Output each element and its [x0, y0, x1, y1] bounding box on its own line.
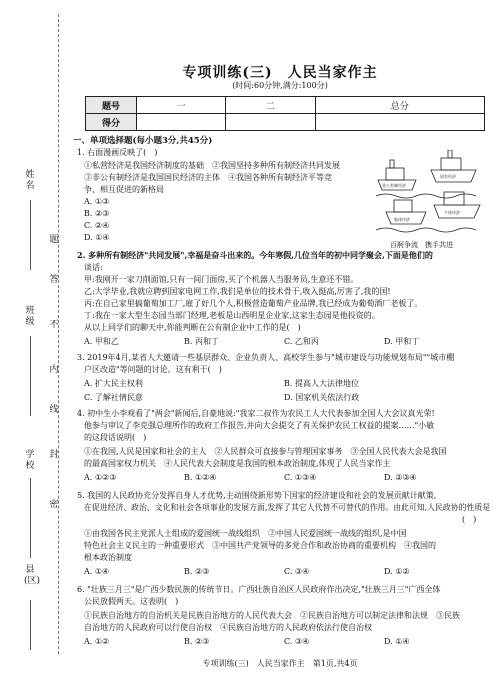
q4-line: ①在我国,人民是国家和社会的主人 ②人民群众可直接参与管理国家事务 ③全国人民代表大会是我国	[84, 447, 447, 456]
page-title: 专项训练(三) 人民当家作主	[182, 65, 378, 81]
seal-char: 密	[49, 500, 59, 510]
q6-line: ①民族自治地方的自治机关是民族自治地方的人民代表大会 ②民族自治地方可以制定法律和法规 ③民族	[84, 611, 460, 620]
q5-line: 特色社会主义民主的一种重要形式 ③中国共产党领导的多党合作和政治协商的重要机构 ④我国的	[84, 541, 436, 550]
name-line	[30, 200, 31, 270]
q3-stem: 3. 2019年4月,某省人大邀请一些基层群众、企业负责人、高校学生参与"城市建设与功能规划布局""城市棚	[77, 353, 455, 362]
q2-option[interactable]: D. 甲和丁	[384, 337, 420, 346]
q4-option[interactable]: D. ②③④	[384, 473, 417, 482]
seal-char: 答	[49, 275, 59, 285]
q1-option[interactable]: A. ①③	[84, 197, 110, 206]
score-table-header: 题号	[86, 97, 137, 114]
score-table-col: 一	[137, 97, 226, 114]
q5-line: ①由我国各民主党派人士组成的爱国统一战线组织 ②中国人民爱国统一战线的组织,是中国	[84, 529, 407, 538]
q2-line: 从以上同学们的聊天中,你能判断在公有制企业中工作的是( )	[84, 323, 301, 332]
q4-line: 他参与审议了李克强总理所作的政府工作报告,并向大会提交了有关保护农民工权益的提案……"小敏	[84, 421, 435, 430]
q2-option[interactable]: B. 丙和丁	[184, 337, 219, 346]
score-table	[85, 96, 485, 131]
q2-line: 丁:我在一家大型生态园当部门经理,老板是山西明星企业家,这家生态园是他投资的。	[84, 311, 380, 320]
q2-stem: 2. 多种所有制经济"共同发展",幸福是奋斗出来的。今年寒假,几位当年的初中同学聚会,下面是他们的	[77, 250, 433, 260]
q4-stem: 4. 初中生小李观看了"两会"新闻后,自豪地说:"我家二叔作为农民工人大代表参加全国人大会议真光荣!	[77, 409, 435, 418]
q5-option[interactable]: A. ①④	[84, 567, 110, 576]
q5-option[interactable]: B. ②③	[184, 567, 210, 576]
q6-line: 公民放假两天。这表明( )	[84, 597, 179, 606]
seal-char: 内	[49, 365, 59, 375]
q6-option[interactable]: D. ①④	[384, 637, 410, 646]
class-line	[30, 336, 31, 416]
page-subtitle: (时间:60分钟,满分:100分)	[232, 81, 328, 90]
school-label: 学校	[25, 450, 35, 471]
q1-line: ③非公有制经济是我国国民经济的主体 ④我国各种所有制经济平等竞	[84, 173, 332, 182]
q5-answer-blank[interactable]: ( )	[462, 515, 477, 524]
score-cell[interactable]	[315, 114, 485, 131]
seal-char: 封	[49, 450, 59, 460]
q4-option[interactable]: B. ①②④	[184, 473, 217, 482]
seal-dashed-line	[58, 14, 59, 654]
seal-char: 不	[49, 320, 59, 330]
page-footer: 专项训练(三) 人民当家作主 第1页,共4页	[202, 659, 358, 668]
seal-char: 题	[49, 235, 59, 245]
seal-char: 线	[49, 405, 59, 415]
q6-line: 自治地方的人民政府可以行使自治权 ④民族自治地方的人民政府依法行使自治权	[84, 623, 372, 632]
cartoon-caption: 百舸争流 携手共进	[390, 241, 453, 249]
q5-option[interactable]: D. ①②	[384, 567, 410, 576]
section-title: 一、单项选择题(每小题3分,共45分)	[73, 136, 213, 146]
binding-margin	[0, 0, 64, 673]
q2-line: 丙:在自己家里搞葡萄加工厂,雇了好几个人,积极营造葡萄产业品牌,我已经成为葡萄酒厂老板了。	[84, 299, 423, 308]
q2-line: 乙:大学毕业,我就应聘到国家电网工作,我们是单位的技术骨干,收入挺高,厉害了,我的国!	[84, 287, 391, 296]
q3-option[interactable]: D. 国家机关依法行政	[284, 393, 360, 402]
q1-line: ①私营经济是我国经济制度的基础 ②我国坚持多种所有制经济共同发展	[84, 161, 340, 170]
q3-option[interactable]: A. 扩大民主权利	[84, 379, 143, 388]
q6-option[interactable]: A. ①②	[84, 637, 110, 646]
q2-line: 甲:我刚开一家刀削面馆,只有一间门面房,买了个机器人当服务员,生意还不错。	[84, 275, 359, 284]
q6-option[interactable]: C. ③④	[284, 637, 310, 646]
q1-option[interactable]: C. ②④	[84, 221, 110, 230]
cartoon-boat-label: 非公有制经济	[382, 183, 406, 188]
class-label: 班级	[25, 306, 35, 327]
score-table-header: 得分	[86, 114, 137, 131]
q2-option[interactable]: C. 乙和丙	[284, 337, 319, 346]
score-cell[interactable]	[226, 114, 315, 131]
q3-option[interactable]: B. 提高人大法律地位	[284, 379, 359, 388]
cartoon-illustration	[376, 150, 486, 235]
name-label: 姓名	[25, 170, 35, 191]
q3-option[interactable]: C. 了解社情民意	[84, 393, 143, 402]
score-cell[interactable]	[137, 114, 226, 131]
q1-stem: 1. 右面漫画反映了( )	[77, 148, 158, 157]
score-table-col: 总分	[315, 97, 485, 114]
q2-option[interactable]: A. 甲和乙	[84, 337, 119, 346]
q4-option[interactable]: C. ①③④	[284, 473, 317, 482]
cartoon-boat-label: 国有经济	[440, 174, 456, 179]
county-line	[30, 600, 31, 650]
cartoon-boat-label: 个体经济	[444, 210, 460, 215]
q4-line: 的这段话说明( )	[84, 433, 147, 442]
q1-line: 争、相互促进的新格局	[84, 185, 164, 194]
q1-option[interactable]: D. ①④	[84, 233, 110, 242]
school-line	[30, 478, 31, 558]
q5-line: 在促进经济、政治、文化和社会各项事业的发展方面,发挥了其它人代替不可替代的作用。由此可知,人民政协的性质是	[84, 503, 491, 512]
q5-option[interactable]: C. ③④	[284, 567, 310, 576]
q4-option[interactable]: A. ①②③	[84, 473, 117, 482]
q5-stem: 5. 我国的人民政协充分发挥自身人才优势,主动围绕新形势下国家的经济建设和社会的发展贡献计献策,	[77, 491, 437, 500]
q6-option[interactable]: B. ②③	[184, 637, 210, 646]
q2-line: 谈话:	[84, 263, 103, 272]
q1-option[interactable]: B. ②③	[84, 209, 110, 218]
cartoon-boat-label: 集体经济	[394, 217, 410, 222]
q3-line: 户区改造"等问题的讨论。这有利于( )	[84, 365, 222, 374]
score-table-col: 二	[226, 97, 315, 114]
q4-line: 的最高国家权力机关 ④人民代表大会制度是我国的根本政治制度,体现了人民当家作主	[84, 459, 391, 468]
county-label: 县(区)	[24, 565, 41, 586]
q6-stem: 6. "壮族三月三"是广西少数民族的传统节日。广西壮族自治区人民政府作出决定,"壮族三月三"广西全体	[77, 585, 441, 594]
q5-line: 根本政治制度	[84, 553, 132, 562]
